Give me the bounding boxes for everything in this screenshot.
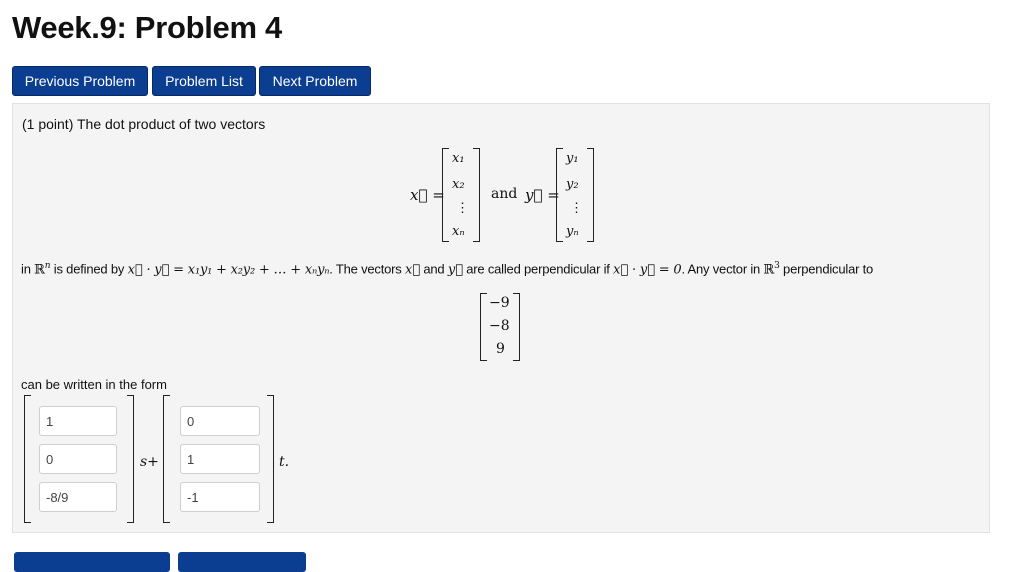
and-word: and <box>491 186 518 202</box>
vector-y-entry: yₙ <box>566 224 579 239</box>
vector-y-left-bracket <box>556 148 563 242</box>
answer-vector-1-left-bracket <box>24 395 31 523</box>
answer-input[interactable] <box>180 444 260 474</box>
preview-answers-button[interactable] <box>14 552 170 572</box>
vector-y-symbol: y⃗ = <box>525 186 560 204</box>
answer-vector-1-right-bracket <box>127 395 134 523</box>
given-vector-entry: −8 <box>489 318 510 334</box>
vector-y-entry: y₂ <box>566 177 579 192</box>
vector-x-entry: xₙ <box>452 224 465 239</box>
problem-panel <box>12 103 990 533</box>
given-vector-left-bracket <box>480 293 487 361</box>
page-title: Week.9: Problem 4 <box>12 10 282 45</box>
given-vector-entry: −9 <box>489 295 510 311</box>
vector-y-entry: y₁ <box>566 151 579 166</box>
vector-x-entry: ⋮ <box>456 201 469 216</box>
vector-x-entry: x₁ <box>452 151 465 166</box>
answer-input[interactable] <box>180 482 260 512</box>
previous-problem-button[interactable]: Previous Problem <box>12 66 148 96</box>
submit-answers-button[interactable] <box>178 552 306 572</box>
answer-vector-2-right-bracket <box>267 395 274 523</box>
next-problem-button[interactable]: Next Problem <box>259 66 371 96</box>
definition-sentence: in ℝ$^n$ is defined by x⃗ · y⃗ = x₁y₁ + x₂y₂ + … + xₙyₙ. The vectors x⃗ and y⃗ are called perpendicular if x⃗ · y⃗ = 0. Any vector in ℝ$^3$ perpendicular to <box>21 261 874 278</box>
problem-list-button[interactable]: Problem List <box>152 66 256 96</box>
vector-y-entry: ⋮ <box>570 201 583 216</box>
vector-x-right-bracket <box>473 148 480 242</box>
vector-x-left-bracket <box>442 148 449 242</box>
answer-input[interactable] <box>39 482 117 512</box>
answer-vector-2-left-bracket <box>163 395 170 523</box>
t-label: t. <box>279 454 290 470</box>
vector-y-right-bracket <box>587 148 594 242</box>
given-vector-right-bracket <box>513 293 520 361</box>
answer-input[interactable] <box>39 444 117 474</box>
vector-x-entry: x₂ <box>452 177 465 192</box>
s-label: s+ <box>140 454 159 470</box>
answer-input[interactable] <box>180 406 260 436</box>
answer-input[interactable] <box>39 406 117 436</box>
vector-x-symbol: x⃗ = <box>410 186 445 204</box>
problem-intro: (1 point) The dot product of two vectors <box>22 116 266 132</box>
given-vector-entry: 9 <box>496 341 505 357</box>
form-text: can be written in the form <box>21 377 167 392</box>
